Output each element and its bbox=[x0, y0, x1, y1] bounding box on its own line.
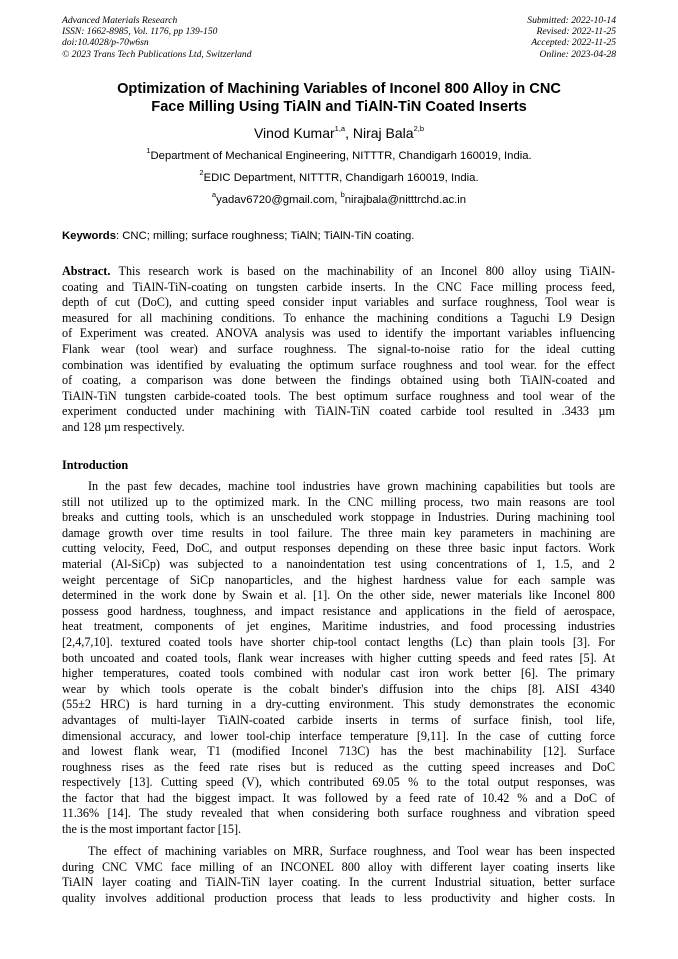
abstract-line: Flank wear (tool wear) and surface roughness. The signal-to-noise ratio for the ideal cutting bbox=[62, 341, 615, 356]
body-line: respectively [13]. Cutting speed (V), which contributed 69.05 % to the total output responses, was bbox=[62, 775, 615, 790]
email-address: yadav6720@gmail.com, bbox=[216, 194, 341, 206]
keywords bbox=[62, 229, 616, 243]
journal-name: Advanced Materials Research bbox=[62, 15, 178, 26]
abstract-line: measured for all machining conditions. To enhance the machining conditions a Taguchi L9 Design bbox=[62, 310, 615, 325]
body-line: quality involves additional production process that leads to less productivity and higher costs. In bbox=[62, 890, 615, 905]
journal-info bbox=[62, 15, 252, 60]
body-line: (55±2 HRC) is hard turning in a dry-cutting environment. This study demonstrates the economic bbox=[62, 697, 615, 712]
body-line: damage growth over time results in tool failure. The three main key parameters in machining are bbox=[62, 525, 615, 540]
affiliation-text: Department of Mechanical Engineering, NITTTR, Chandigarh 160019, India. bbox=[150, 150, 532, 162]
publication-dates bbox=[527, 15, 616, 60]
body-line: advantages of multi-layer TiAlN-coated carbide inserts in terms of surface finish, tool life, bbox=[62, 712, 615, 727]
author-separator: , bbox=[345, 125, 353, 141]
intro-paragraph bbox=[62, 479, 615, 838]
affiliation-mark: 1 bbox=[146, 146, 151, 156]
date-revised: Revised: 2022-11-25 bbox=[536, 26, 616, 38]
affiliation-mark: 2 bbox=[199, 168, 204, 178]
abstract-line: experiment conducted under machining with TiAlN-TiN coated carbide tool resulted in .3433 µm bbox=[62, 404, 615, 419]
body-line: determined in the work done by Swain et al. [1]. On the other side, newer materials like Inconel 800 bbox=[62, 588, 615, 603]
body-line: In the past few decades, machine tool industries have grown machining capabilities but tools are bbox=[88, 479, 615, 493]
author-affiliation-mark: 1,a bbox=[334, 124, 346, 134]
author-name: Niraj Bala bbox=[352, 125, 414, 141]
body-line: dimensional accuracy, and lower tool-chip interface temperature [9,11]. In the case of cutting force bbox=[62, 728, 615, 743]
email-mark: b bbox=[340, 190, 345, 200]
body-line: still not utilized up to the optimized mark. In the CNC milling process, two main reasons are tool bbox=[62, 494, 615, 509]
affiliation bbox=[62, 168, 616, 185]
author-list bbox=[62, 124, 616, 142]
author-emails bbox=[62, 190, 616, 207]
abstract-line: depth of cut (DoC), and cutting speed consider input variables and surface roughness, Tool wear is bbox=[62, 295, 615, 310]
abstract-line: of Experiment was created. ANOVA analysis was used to identify the important variables influencing bbox=[62, 326, 615, 341]
keywords-label: Keywords bbox=[62, 230, 116, 242]
title-line: Optimization of Machining Variables of Inconel 800 Alloy in CNC bbox=[117, 81, 561, 97]
abstract-label: Abstract. bbox=[62, 264, 111, 278]
body-line: wear by which tools operate is the cobalt binder's diffusion into the chips [8]. AISI 4340 bbox=[62, 681, 615, 696]
abstract-line: and 128 µm respectively. bbox=[62, 419, 185, 434]
date-accepted: Accepted: 2022-11-25 bbox=[531, 37, 616, 49]
abstract bbox=[62, 264, 615, 436]
body-line: the is the most important factor [15]. bbox=[62, 822, 242, 837]
body-line: both uncoated and coated tools, flank wear increases with higher cutting speeds and feed rates [5]. At bbox=[62, 650, 615, 665]
body-line: 11.36% [14]. The study revealed that when considering both surface roughness and vibration speed bbox=[62, 806, 615, 821]
body-line: the factor that had the biggest impact. It was followed by a feed rate of 10.42 % and a DoC of bbox=[62, 790, 615, 805]
abstract-line: TiAlN-TiN tungsten carbide-coated tools. The best optimum surface roughness and tool wear of the bbox=[62, 388, 615, 403]
affiliation-text: EDIC Department, NITTTR, Chandigarh 160019, India. bbox=[203, 172, 479, 184]
date-online: Online: 2023-04-28 bbox=[539, 48, 616, 60]
abstract-line: coating and TiAlN-TiN-coating on tungsten carbide inserts. In the CNC Face milling process feed, bbox=[62, 279, 615, 294]
body-line: cutting velocity, Feed, DoC, and output responses depending on these three basic input factors. Work bbox=[62, 541, 615, 556]
section-heading: Introduction bbox=[62, 458, 129, 472]
keywords-text: : CNC; milling; surface roughness; TiAlN; TiAlN-TiN coating. bbox=[116, 230, 415, 242]
body-line: higher temperatures, coated tools combined with nodular cast iron work better [6]. The primary bbox=[62, 666, 615, 681]
paper-title bbox=[62, 80, 616, 116]
intro-paragraph bbox=[62, 844, 615, 906]
journal-copyright: © 2023 Trans Tech Publications Ltd, Switzerland bbox=[62, 48, 252, 60]
abstract-line: of coating, a comparison was done between the findings obtained using both TiAlN-coated and bbox=[62, 373, 615, 388]
body-line: roughness rises as the feed rate rises but is reduced as the cutting speed increases and DoC bbox=[62, 759, 615, 774]
journal-doi: doi:10.4028/p-70w6sn bbox=[62, 37, 149, 49]
body-line: material (Al-SiCp) was subjected to a nanoindentation test using concentrations of 1, 1.5, and 2 bbox=[62, 556, 615, 571]
email-address: nirajbala@nitttrchd.ac.in bbox=[344, 194, 467, 206]
body-line: weight percentage of SiCp nanoparticles, and the highest hardness value for each sample was bbox=[62, 572, 615, 587]
abstract-text: This research work is based on the machinability of an Inconel 800 alloy using TiAlN- bbox=[110, 264, 615, 278]
body-line: and lowest flank wear, T1 (modified Inconel 713C) has the best machinability [12]. Surface bbox=[62, 744, 615, 759]
email-mark: a bbox=[211, 190, 217, 200]
title-line: Face Milling Using TiAlN and TiAlN-TiN Coated Inserts bbox=[151, 99, 527, 115]
body-line: [2,4,7,10]. textured coated tools have shorter chip-tool contact lengths (Lc) than plain tools [3]. For bbox=[62, 634, 615, 649]
date-submitted: Submitted: 2022-10-14 bbox=[527, 15, 616, 26]
abstract-line bbox=[62, 264, 615, 280]
author-name: Vinod Kumar bbox=[253, 125, 335, 141]
author-affiliation-mark: 2,b bbox=[413, 124, 425, 134]
affiliation bbox=[62, 146, 616, 163]
journal-issn: ISSN: 1662-8985, Vol. 1176, pp 139-150 bbox=[62, 26, 218, 38]
body-line: breaks and cutting tools, which is an unscheduled work stoppage in Industries. During machining tool bbox=[62, 510, 615, 525]
body-line: during CNC VMC face milling of an INCONEL 800 alloy with different layer coating inserts like bbox=[62, 859, 615, 874]
abstract-line: combination was identified by evaluating the optimum surface roughness and tool wear. for the effect bbox=[62, 357, 615, 372]
body-line: heat treatment, components of jet engines, Maritime industries, and food processing industries bbox=[62, 619, 615, 634]
body-line: TiAlN layer coating and TiAlN-TiN layer coating. In the current Industrial situation, better surface bbox=[62, 875, 615, 890]
body-line: The effect of machining variables on MRR, Surface roughness, and Tool wear has been inspected bbox=[88, 844, 615, 858]
body-line: possess good hardness, toughness, and impact resistance and applications in the field of aerospace, bbox=[62, 603, 615, 618]
